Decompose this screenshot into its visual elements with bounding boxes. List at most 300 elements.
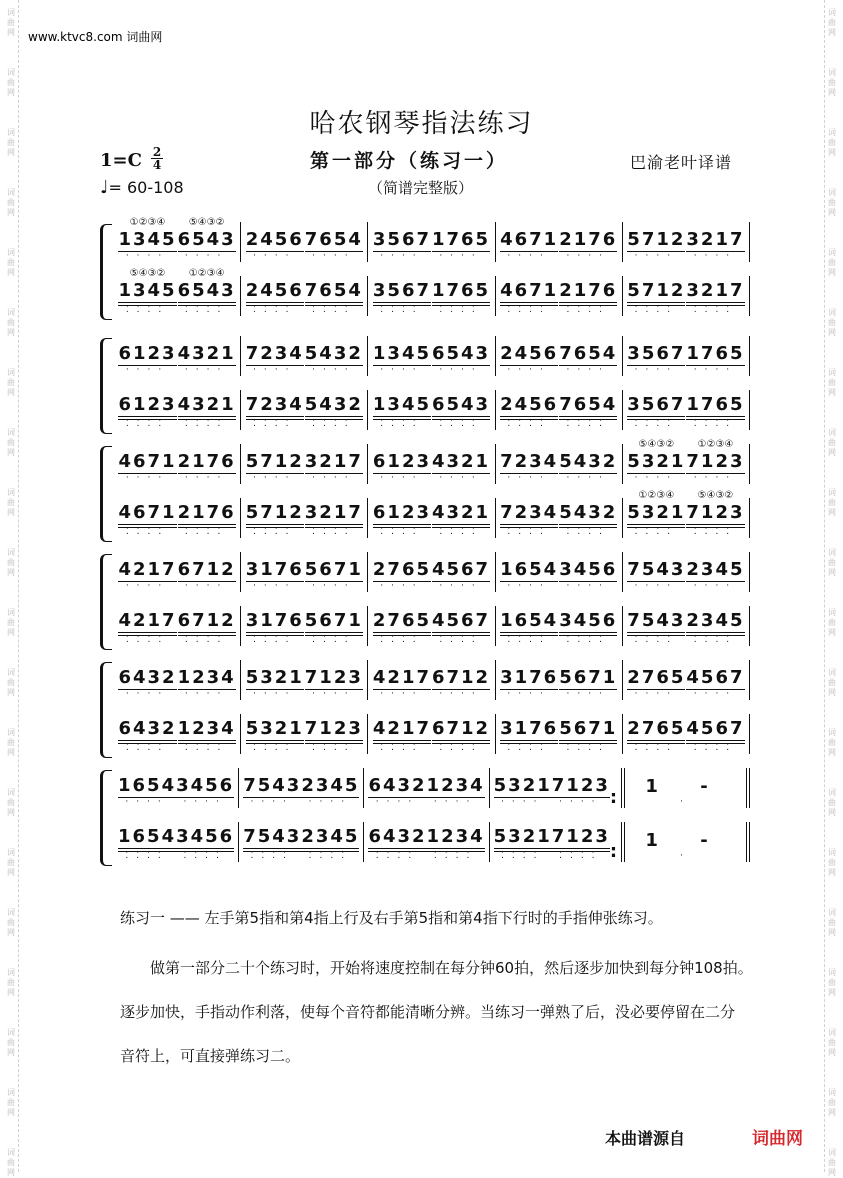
note-digits: 3217 bbox=[305, 502, 363, 528]
note-digits: 3567 bbox=[627, 394, 685, 420]
note-digits: 4567 bbox=[686, 667, 745, 688]
octave-dots: ⁚⁚⁚⁚ bbox=[125, 635, 170, 645]
octave-dots: ⁚⁚⁚⁚ bbox=[308, 851, 353, 861]
octave-dots: ···· bbox=[380, 689, 424, 699]
octave-dots: ···· bbox=[253, 581, 297, 591]
note-digits: 7234 bbox=[246, 394, 304, 420]
note-group bbox=[305, 268, 363, 316]
note-digits: 6123 bbox=[372, 451, 431, 472]
octave-dots: ···· bbox=[184, 365, 229, 375]
note-group bbox=[246, 598, 304, 646]
octave-dots: ⁚⁚⁚⁚ bbox=[380, 743, 424, 753]
note-digits: 2765 bbox=[627, 667, 686, 688]
note-group bbox=[246, 439, 304, 484]
watermark-text: 词 曲 网 bbox=[828, 968, 836, 997]
octave-dots: ···· bbox=[566, 473, 610, 483]
note-group bbox=[559, 439, 617, 484]
note-group bbox=[305, 217, 363, 262]
score-system bbox=[100, 660, 750, 760]
note-digits: 1765 bbox=[431, 229, 491, 250]
octave-dots: ⁚⁚⁚⁚ bbox=[693, 419, 738, 429]
octave-dots: ⁚⁚⁚⁚ bbox=[253, 743, 297, 753]
watermark-text: 词 曲 网 bbox=[828, 1148, 836, 1177]
note-group bbox=[627, 598, 685, 646]
note-group bbox=[500, 331, 558, 376]
note-digits: 2176 bbox=[178, 502, 236, 528]
octave-dots: ···· bbox=[125, 581, 170, 591]
note-digits: 7123 bbox=[304, 667, 363, 688]
note-digits: 3456 bbox=[176, 826, 234, 852]
note-group bbox=[627, 490, 685, 538]
octave-dots: ···· bbox=[566, 689, 610, 699]
octave-dots: ···· bbox=[566, 581, 610, 591]
octave-dots: ···· bbox=[380, 581, 424, 591]
measure bbox=[496, 444, 623, 484]
note-digits: 6712 bbox=[431, 667, 491, 688]
note-digits: 3567 bbox=[372, 229, 431, 250]
octave-dots: ⁚⁚⁚⁚ bbox=[253, 527, 297, 537]
note-group bbox=[686, 655, 744, 700]
note-digits: 1765 bbox=[686, 394, 744, 420]
time-signature bbox=[151, 146, 163, 171]
measure bbox=[496, 660, 623, 700]
note-digits: 3176 bbox=[500, 718, 558, 744]
note-group bbox=[432, 490, 490, 538]
note-digits: 2456 bbox=[246, 280, 304, 306]
note-group bbox=[500, 598, 558, 646]
note-group bbox=[373, 655, 431, 700]
note-digits: 5321 bbox=[493, 775, 552, 796]
watermark-text: 词 曲 网 bbox=[7, 1028, 15, 1057]
measure bbox=[239, 822, 364, 862]
note-digits: 3217 bbox=[686, 229, 745, 250]
note-group bbox=[500, 655, 558, 700]
note-digits: 6123 bbox=[373, 502, 431, 528]
watermark-text: 词 曲 网 bbox=[828, 128, 836, 157]
fingering: ①②③④ bbox=[697, 439, 734, 450]
note-digits: 4567 bbox=[432, 610, 490, 636]
note-group bbox=[305, 547, 363, 592]
octave-dots: ⁚⁚⁚⁚ bbox=[125, 851, 169, 861]
note-digits: 2765 bbox=[373, 610, 431, 636]
note-digits: 5432 bbox=[304, 343, 363, 364]
note-group bbox=[368, 763, 426, 808]
octave-dots: ···· bbox=[183, 797, 227, 807]
watermark-text: 词 曲 网 bbox=[828, 848, 836, 877]
note-group bbox=[627, 706, 685, 754]
note-group bbox=[246, 382, 304, 430]
watermark-text: 词 曲 网 bbox=[828, 668, 836, 697]
note-digits: 7543 bbox=[243, 775, 302, 796]
note-group bbox=[432, 331, 490, 376]
octave-dots: ⁚⁚⁚⁚ bbox=[693, 635, 738, 645]
right-hand-staff bbox=[114, 217, 750, 262]
watermark-text: 词 曲 网 bbox=[828, 68, 836, 97]
octave-dots: ···· bbox=[375, 797, 420, 807]
octave-dots: ⁚⁚⁚⁚ bbox=[380, 527, 424, 537]
note-group bbox=[373, 331, 431, 376]
note-digits: 2176 bbox=[177, 451, 236, 472]
octave-dots: ⁚⁚⁚⁚ bbox=[125, 527, 170, 537]
note-digits: 5321 bbox=[246, 718, 304, 744]
instruction-text-2: 逐步加快，手指动作利落，使每个音符都能清晰分辨。当练习一弹熟了后，没必要停留在二分 bbox=[120, 1003, 736, 1021]
octave-dots: ⁚⁚⁚⁚ bbox=[253, 305, 297, 315]
measure bbox=[368, 444, 495, 484]
measure bbox=[114, 768, 239, 808]
octave-dots: ···· bbox=[693, 689, 738, 699]
octave-dots: ···· bbox=[634, 473, 679, 483]
time-numerator: 2 bbox=[152, 145, 162, 159]
octave-dots: ⁚⁚⁚⁚ bbox=[507, 743, 551, 753]
octave-dots: ···· bbox=[253, 473, 297, 483]
note-digits: 7234 bbox=[245, 343, 304, 364]
note-group bbox=[500, 382, 558, 430]
note-group bbox=[118, 217, 176, 262]
measure bbox=[496, 498, 623, 538]
right-hand-staff bbox=[114, 439, 750, 484]
note-digits: 2456 bbox=[500, 343, 559, 364]
note-digits: 3456 bbox=[559, 559, 618, 580]
octave-dots: ···· bbox=[439, 473, 483, 483]
octave-dots: ···· bbox=[253, 365, 297, 375]
note-group bbox=[118, 382, 176, 430]
repeat-sign: : bbox=[609, 841, 618, 862]
watermark-text: 词 曲 网 bbox=[7, 728, 15, 757]
note-group bbox=[559, 217, 617, 262]
note-group bbox=[178, 217, 236, 262]
measure bbox=[623, 552, 750, 592]
edition-label: （简谱完整版） bbox=[368, 179, 474, 197]
note-digits: 5712 bbox=[627, 280, 685, 306]
note-group bbox=[494, 763, 552, 808]
part-title: 第一部分（练习一） bbox=[310, 150, 509, 172]
note-digits: 7543 bbox=[243, 826, 301, 852]
note-digits: 7123 bbox=[552, 826, 610, 852]
note-group bbox=[246, 490, 304, 538]
note-group bbox=[627, 217, 685, 262]
octave-dots: ···· bbox=[507, 473, 551, 483]
note-group bbox=[301, 763, 359, 808]
octave-dots: ⁚⁚⁚⁚ bbox=[312, 635, 356, 645]
measure bbox=[623, 439, 750, 484]
time-denominator: 4 bbox=[152, 158, 162, 172]
right-hand-staff bbox=[114, 768, 750, 808]
note-group bbox=[500, 706, 558, 754]
octave-dots: ⁚⁚⁚⁚ bbox=[375, 851, 420, 861]
note-group bbox=[118, 490, 176, 538]
note-group bbox=[627, 268, 685, 316]
note-digits: 2345 bbox=[301, 775, 360, 796]
octave-dots: ⁚⁚⁚⁚ bbox=[312, 527, 356, 537]
octave-dots: ⁚⁚⁚⁚ bbox=[312, 743, 356, 753]
measure bbox=[368, 552, 495, 592]
measure bbox=[623, 222, 750, 262]
watermark-text: 词 曲 网 bbox=[7, 8, 15, 37]
note-digits: 3456 bbox=[559, 610, 617, 636]
measure bbox=[496, 336, 623, 376]
right-hand-staff bbox=[114, 552, 750, 592]
note-group bbox=[686, 331, 744, 376]
measure bbox=[623, 336, 750, 376]
fingering: ⑤④③② bbox=[697, 490, 734, 501]
measure bbox=[114, 714, 241, 754]
measure bbox=[114, 268, 241, 316]
note-digits: 4567 bbox=[431, 559, 491, 580]
octave-dots: ···· bbox=[253, 251, 297, 261]
note-group bbox=[427, 763, 485, 808]
note-group bbox=[246, 655, 304, 700]
note-group bbox=[494, 814, 552, 862]
note-digits: 3217 bbox=[686, 280, 744, 306]
octave-dots: · bbox=[680, 851, 691, 861]
measure bbox=[241, 444, 368, 484]
octave-dots: ⁚⁚⁚⁚ bbox=[634, 527, 679, 537]
note-group bbox=[427, 814, 485, 862]
note-group bbox=[432, 268, 490, 316]
note-digits: 3567 bbox=[373, 280, 431, 306]
octave-dots: ···· bbox=[253, 689, 297, 699]
note-group bbox=[552, 814, 610, 862]
note-group bbox=[373, 598, 431, 646]
note-group bbox=[178, 382, 236, 430]
note-group bbox=[559, 706, 617, 754]
note-group bbox=[645, 818, 725, 862]
fingering: ⑤④③② bbox=[188, 217, 225, 228]
note-group bbox=[500, 268, 558, 316]
note-group bbox=[118, 439, 176, 484]
measure bbox=[496, 606, 623, 646]
note-digits: 5671 bbox=[304, 559, 363, 580]
note-group bbox=[373, 268, 431, 316]
watermark-text: 词 曲 网 bbox=[7, 428, 15, 457]
note-digits: 5321 bbox=[245, 667, 304, 688]
octave-dots: ···· bbox=[439, 581, 483, 591]
measure bbox=[623, 606, 750, 646]
instruction-text-1: 做第一部分二十个练习时，开始将速度控制在每分钟60拍，然后逐步加快到每分钟108拍。 bbox=[150, 959, 753, 977]
measure bbox=[368, 714, 495, 754]
note-digits: 1654 bbox=[118, 775, 177, 796]
watermark-text: 词 曲 网 bbox=[828, 1028, 836, 1057]
note-group bbox=[118, 268, 176, 316]
octave-dots: ···· bbox=[380, 473, 424, 483]
octave-dots: ···· bbox=[507, 365, 551, 375]
note-group bbox=[178, 547, 236, 592]
note-digits: 6543 bbox=[177, 229, 236, 250]
octave-dots: ···· bbox=[125, 797, 169, 807]
measure bbox=[625, 768, 750, 808]
note-digits: 1234 bbox=[427, 826, 485, 852]
measure bbox=[368, 222, 495, 262]
watermark-text: 词 曲 网 bbox=[828, 728, 836, 757]
note-group bbox=[432, 382, 490, 430]
note-digits: 3567 bbox=[627, 343, 686, 364]
note-digits: 7123 bbox=[305, 718, 363, 744]
measure bbox=[496, 390, 623, 430]
note-group bbox=[645, 764, 725, 808]
octave-dots: ⁚⁚⁚⁚ bbox=[184, 635, 229, 645]
octave-dots: ⁚⁚⁚⁚ bbox=[566, 743, 610, 753]
site-url[interactable]: www.ktvc8.com 词曲网 bbox=[28, 30, 163, 44]
octave-dots: ···· bbox=[439, 689, 483, 699]
score-system bbox=[100, 552, 750, 652]
note-group bbox=[178, 331, 236, 376]
source-logo[interactable]: 词曲网 bbox=[752, 1129, 803, 1149]
note-group bbox=[627, 655, 685, 700]
octave-dots: ⁚⁚⁚⁚ bbox=[634, 419, 679, 429]
note-group bbox=[305, 490, 363, 538]
note-group bbox=[118, 655, 176, 700]
measure bbox=[368, 606, 495, 646]
note-digits: 6543 bbox=[432, 394, 490, 420]
note-digits: 7654 bbox=[559, 343, 618, 364]
note-digits: 5712 bbox=[246, 502, 304, 528]
note-group bbox=[373, 217, 431, 262]
note-group bbox=[686, 382, 744, 430]
watermark-text: 词 曲 网 bbox=[7, 788, 15, 817]
note-digits: 3176 bbox=[500, 667, 559, 688]
note-digits: 1234 bbox=[177, 667, 236, 688]
note-digits: 1345 bbox=[118, 229, 177, 250]
note-digits: 2456 bbox=[245, 229, 304, 250]
octave-dots: ···· bbox=[380, 251, 424, 261]
note-group bbox=[686, 268, 744, 316]
octave-dots: ⁚⁚⁚⁚ bbox=[125, 419, 170, 429]
note-group bbox=[246, 217, 304, 262]
note-group bbox=[686, 439, 744, 484]
note-digits: 1345 bbox=[372, 343, 431, 364]
note-group bbox=[178, 598, 236, 646]
measure bbox=[490, 822, 625, 862]
note-group bbox=[500, 439, 558, 484]
octave-dots: ⁚⁚⁚⁚ bbox=[253, 419, 297, 429]
note-digits: 6432 bbox=[368, 826, 426, 852]
note-group bbox=[686, 706, 744, 754]
note-group bbox=[627, 547, 685, 592]
score-system bbox=[100, 768, 750, 868]
measure bbox=[623, 660, 750, 700]
watermark-text: 词 曲 网 bbox=[828, 1088, 836, 1117]
note-group bbox=[178, 655, 236, 700]
note-group bbox=[373, 490, 431, 538]
watermark-text: 词 曲 网 bbox=[828, 428, 836, 457]
note-digits: 5671 bbox=[305, 610, 363, 636]
octave-dots: ···· bbox=[125, 473, 170, 483]
note-group bbox=[559, 598, 617, 646]
page-title: 哈农钢琴指法练习 bbox=[309, 109, 534, 139]
repeat-sign: : bbox=[609, 787, 618, 808]
note-digits: 1 - bbox=[645, 776, 726, 797]
note-group bbox=[178, 490, 236, 538]
note-group bbox=[301, 814, 359, 862]
measure bbox=[368, 498, 495, 538]
octave-dots: ···· bbox=[312, 365, 356, 375]
note-digits: 3217 bbox=[304, 451, 363, 472]
octave-dots: ⁚⁚⁚⁚ bbox=[184, 419, 229, 429]
note-group bbox=[243, 814, 301, 862]
note-digits: 2345 bbox=[686, 610, 744, 636]
octave-dots: ···· bbox=[507, 689, 551, 699]
note-group bbox=[246, 706, 304, 754]
note-digits: 4217 bbox=[372, 667, 431, 688]
note-digits: 4321 bbox=[177, 343, 236, 364]
octave-dots: ···· bbox=[439, 251, 483, 261]
octave-dots: ⁚⁚⁚⁚ bbox=[380, 635, 424, 645]
watermark-text: 词 曲 网 bbox=[7, 908, 15, 937]
left-hand-staff bbox=[114, 606, 750, 646]
note-digits: 7123 bbox=[551, 775, 610, 796]
note-digits: 1345 bbox=[373, 394, 431, 420]
note-digits: 1 - bbox=[645, 830, 726, 851]
measure bbox=[114, 336, 241, 376]
octave-dots: ···· bbox=[125, 251, 170, 261]
note-group bbox=[559, 490, 617, 538]
octave-dots: ···· bbox=[184, 689, 229, 699]
octave-dots: ⁚⁚⁚⁚ bbox=[439, 635, 483, 645]
note-digits: 5321 bbox=[627, 451, 686, 472]
watermark-text: 词 曲 网 bbox=[7, 248, 15, 277]
octave-dots: ⁚⁚⁚⁚ bbox=[566, 635, 610, 645]
octave-dots: ···· bbox=[500, 797, 545, 807]
note-digits: 4217 bbox=[118, 610, 176, 636]
right-hand-staff bbox=[114, 660, 750, 700]
octave-dots: ···· bbox=[559, 797, 603, 807]
note-digits: 1654 bbox=[500, 559, 559, 580]
octave-dots: ⁚⁚⁚⁚ bbox=[183, 851, 227, 861]
left-hand-staff bbox=[114, 490, 750, 538]
octave-dots: ···· bbox=[507, 581, 551, 591]
note-digits: 2765 bbox=[372, 559, 431, 580]
instruction-text-3: 音符上，可直接弹练习二。 bbox=[120, 1047, 301, 1065]
note-digits: 2345 bbox=[686, 559, 745, 580]
note-group bbox=[627, 439, 685, 484]
watermark-text: 词 曲 网 bbox=[7, 308, 15, 337]
watermark-text: 词 曲 网 bbox=[828, 308, 836, 337]
note-group bbox=[118, 547, 176, 592]
measure bbox=[114, 390, 241, 430]
measure bbox=[368, 336, 495, 376]
octave-dots: ⁚⁚⁚⁚ bbox=[566, 419, 610, 429]
right-hand-staff bbox=[114, 336, 750, 376]
measure bbox=[368, 390, 495, 430]
note-group bbox=[559, 547, 617, 592]
octave-dots: · bbox=[680, 797, 691, 807]
note-digits: 5432 bbox=[559, 451, 618, 472]
octave-dots: ⁚⁚⁚⁚ bbox=[380, 305, 424, 315]
note-group bbox=[368, 814, 426, 862]
octave-dots: ⁚⁚⁚⁚ bbox=[184, 743, 229, 753]
octave-dots: ···· bbox=[693, 581, 738, 591]
note-digits: 2765 bbox=[627, 718, 685, 744]
note-group bbox=[118, 814, 176, 862]
note-group bbox=[118, 331, 176, 376]
note-group bbox=[178, 706, 236, 754]
note-digits: 1345 bbox=[118, 280, 176, 306]
score-system bbox=[100, 439, 750, 544]
octave-dots: ···· bbox=[634, 581, 679, 591]
octave-dots: ⁚⁚⁚⁚ bbox=[507, 305, 551, 315]
octave-dots: ⁚⁚⁚⁚ bbox=[507, 419, 551, 429]
left-hand-staff bbox=[114, 822, 750, 862]
note-digits: 1654 bbox=[118, 826, 176, 852]
note-digits: 4217 bbox=[373, 718, 431, 744]
watermark-text: 词 曲 网 bbox=[828, 8, 836, 37]
note-digits: 2176 bbox=[559, 280, 617, 306]
octave-dots: ···· bbox=[308, 797, 353, 807]
note-group bbox=[176, 763, 234, 808]
watermark-text: 词 曲 网 bbox=[7, 608, 15, 637]
note-digits: 1765 bbox=[432, 280, 490, 306]
measure bbox=[114, 498, 241, 538]
